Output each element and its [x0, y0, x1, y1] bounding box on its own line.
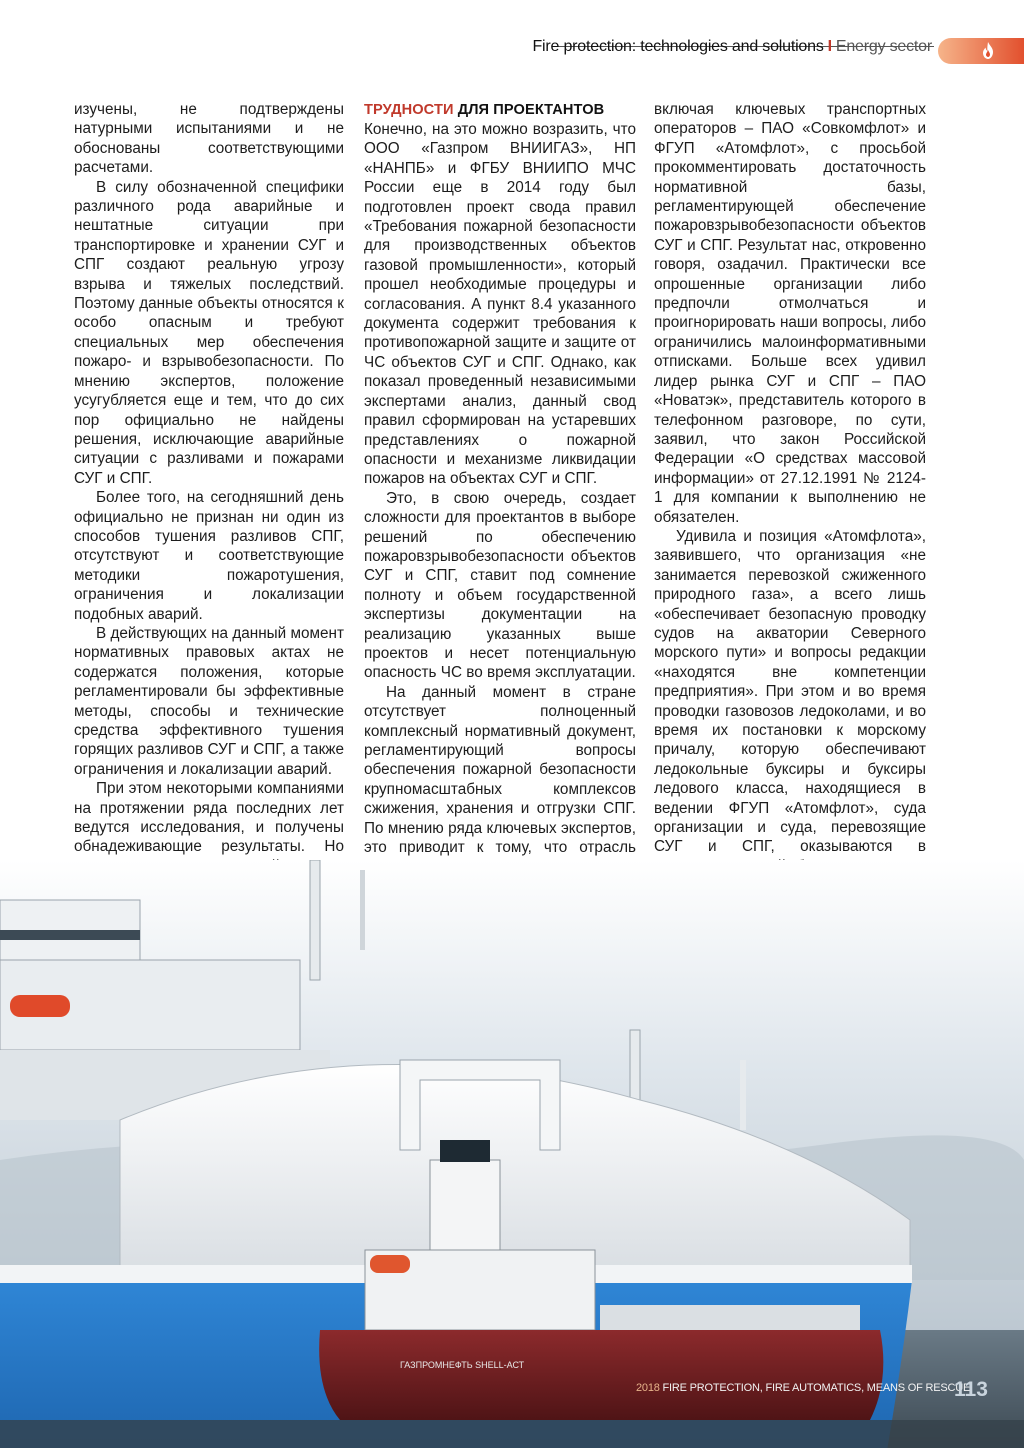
paragraph: включая ключевых транспортных операторов – ПАО «Совкомфлот» и ФГУП «Атомфлот», с просьбой прокомментировать достаточность нормативной базы, регламентирующей обеспечение пожаровзрывобезопасности объектов СУГ и СПГ. Результат нас, откровенно говоря, озадачил. Практически все опрошенные организации либо предпочли отмолчаться и проигнорировать наши вопросы, либо ограничились малоинформативными отписками. Больше всех удивил лидер рынка СУГ и СПГ – ПАО «Новатэк», представитель которого в телефонном разговоре, по сути, заявил, что закон Российской Федерации «О средствах массовой информации» от 27.12.1991 № 2124-1 для компании к выполнению не обязателен.: [654, 101, 926, 526]
paragraph: В действующих на данный момент нормативных правовых актах не содержатся положения, которые регламентировали бы эффективные методы, способы и технические средства эффективного тушения горящих разливов СУГ и СПГ, а также ограничения и локализации аварий.: [74, 624, 344, 778]
footer-text: FIRE PROTECTION, FIRE AUTOMATICS, MEANS OF RESCUE: [662, 1382, 971, 1394]
header-badge: [938, 38, 1024, 64]
ship-illustration: [0, 860, 1024, 1448]
paragraph: На данный момент в стране отсутствует полноценный комплексный нормативный документ, регламентирующий вопросы обеспечения пожарной безопасности крупномасштабных комплексов сжижения, хранения и отгрузки СПГ. По мнению ряда ключевых экспертов, это приводит к тому, что отрасль: [364, 683, 636, 857]
footer-year: 2018: [636, 1382, 660, 1394]
section-heading-accent: ТРУДНОСТИ: [364, 102, 454, 118]
paragraph: При этом некоторыми компаниями на протяжении ряда последних лет ведутся исследования, и получены обнадеживающие результаты. Но: [74, 780, 344, 856]
section-heading: [364, 100, 636, 120]
paragraph: изучены, не подтверждены натурными испытаниями и не обоснованы соответствующими расчетами.: [74, 101, 344, 177]
header-sector: Energy sector: [835, 38, 932, 55]
paragraph: Это, в свою очередь, создает сложности для проектантов в выборе решений по обеспечению пожаровзрывобезопасности объектов СУГ и СПГ, ставит под сомнение полноту и объем государственной экспертизы документации на реализацию указанных выше проектов и несет потенциальную опасность ЧС во время эксплуатации.: [364, 489, 636, 682]
paragraph: Более того, на сегодняшний день официально не признан ни один из способов тушения разливов СПГ, отсутствуют и соответствующие методики пожаротушения, ограничения и локализации подобных аварий.: [74, 489, 344, 623]
text-column-1: [74, 100, 344, 993]
header-title: Fire protection: technologies and solutions: [532, 38, 824, 55]
page-number: 113: [954, 1378, 988, 1401]
header-separator: I: [827, 38, 832, 55]
footer-line: [636, 1382, 971, 1398]
flame-icon: [978, 41, 998, 61]
ship-name-label: ГАЗПРОМНЕФТЬ SHELL-АСТ: [400, 1360, 525, 1370]
paragraph: Конечно, на это можно возразить, что ООО «Газпром ВНИИГАЗ», НП «НАНПБ» и ФГБУ ВНИИПО МЧС России еще в 2014 году был подготовлен проект свода правил «Требования пожарной безопасности для производственных объектов газовой промышленности», который прошел необходимые процедуры и согласования. А пункт 8.4 указанного документа содержит требования к противопожарной защите и защите от ЧС объектов СУГ и СПГ. Однако, как показал проведенный независимыми экспертами анализ, данный свод правил сформирован на устаревших представлениях о пожарной опасности и механизме ликвидации пожаров на объектах СУГ и СПГ.: [364, 121, 636, 488]
paragraph-text: Удивила и позиция «Атомфлота», заявившего, что организация «не занимается перевозкой сжиженного природного газа», а всего лишь «обеспечивает безопасную проводку судов на акватории Северного морского пути» и вопросы редакции «находятся вне компетенции предприятия». При этом и во время проводки газовозов ледоколами, и во время их постановки к морскому причалу, которую обеспечивают ледокольные буксиры и буксиры ледового класса, находящиеся в ведении ФГУП «Атомфлот», суда организации и суда, перевозящие СУГ и СПГ, оказываются в: [654, 527, 926, 856]
ships-photo: [0, 860, 1024, 1448]
paragraph: В силу обозначенной специфики различного рода аварийные и нештатные ситуации при транспортировке и хранении СУГ и СПГ создают реальную угрозу взрыва и тяжелых последствий. Поэтому данные объекты относятся к особо опасным и требуют специальных мер обеспечения пожаро- и взрывобезопасности. По мнению экспертов, положение усугубляется еще и тем, что до сих пор официально не найдены решения, исключающие аварийные ситуации с разливами и пожарами СУГ и СПГ.: [74, 178, 344, 487]
running-header: [532, 38, 932, 56]
section-heading-rest: ДЛЯ ПРОЕКТАНТОВ: [457, 102, 605, 118]
